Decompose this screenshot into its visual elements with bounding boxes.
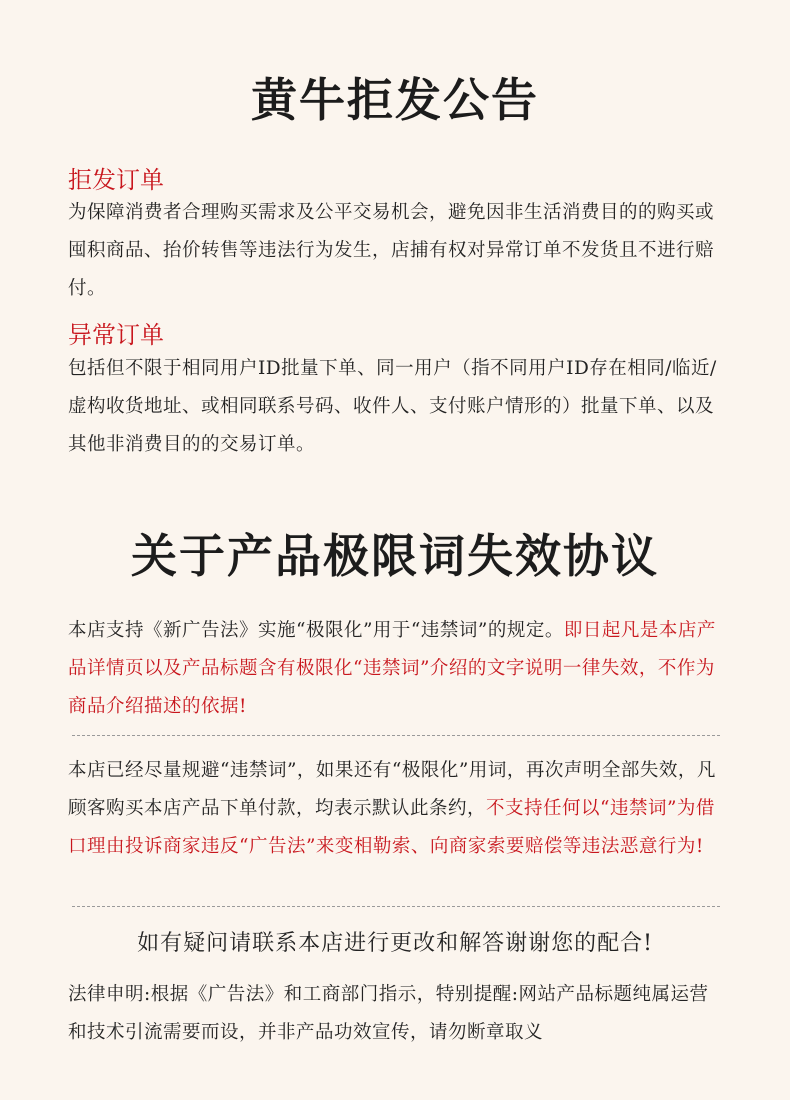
dashed-divider (72, 906, 720, 907)
section-heading-abnormal-orders: 异常订单 (68, 321, 164, 349)
section-text-refuse-orders: 为保障消费者合理购买需求及公平交易机会，避免因非生活消费目的的购买或囤积商品、抬价转售等违法行为发生，店捕有权对异常订单不发货且不进行赔付。 (68, 202, 715, 299)
closing-line: 如有疑问请联系本店进行更改和解答谢谢您的配合! (137, 931, 653, 956)
agreement-paragraph-1 (68, 612, 723, 726)
agreement-paragraph-1-highlight: 即日起凡是本店产品详情页以及产品标题含有极限化“违禁词”介绍的文字说明一律失效，不作为商品介绍描述的依据! (68, 620, 716, 717)
legal-statement: 法律申明:根据《广告法》和工商部门指示，特别提醒:网站产品标题纯属运营和技术引流需要而设，并非产品功效宣传，请勿断章取义 (68, 984, 709, 1043)
notice-title: 黄牛拒发公告 (251, 73, 539, 127)
agreement-paragraph-2-plain: 本店已经尽量规避“违禁词”，如果还有“极限化”用词，再次声明全部失效，凡顾客购买本店产品下单付款，均表示默认此条约， (68, 760, 716, 819)
section-text-abnormal-orders: 包括但不限于相同用户ID批量下单、同一用户（指不同用户ID存在相同/临近/虚构收货地址、或相同联系号码、收件人、支付账户情形的）批量下单、以及其他非消费目的的交易订单。 (68, 358, 717, 455)
section-heading-refuse-orders: 拒发订单 (68, 166, 164, 194)
agreement-paragraph-1-plain: 本店支持《新广告法》实施“极限化”用于“违禁词”的规定。 (68, 620, 564, 641)
agreement-paragraph-2 (68, 752, 723, 866)
agreement-title: 关于产品极限词失效协议 (131, 529, 659, 583)
agreement-paragraph-2-highlight: 不支持任何以“违禁词”为借口理由投诉商家违反“广告法”来变相勒索、向商家索要赔偿等违法恶意行为! (68, 798, 715, 857)
dashed-divider (72, 735, 720, 736)
